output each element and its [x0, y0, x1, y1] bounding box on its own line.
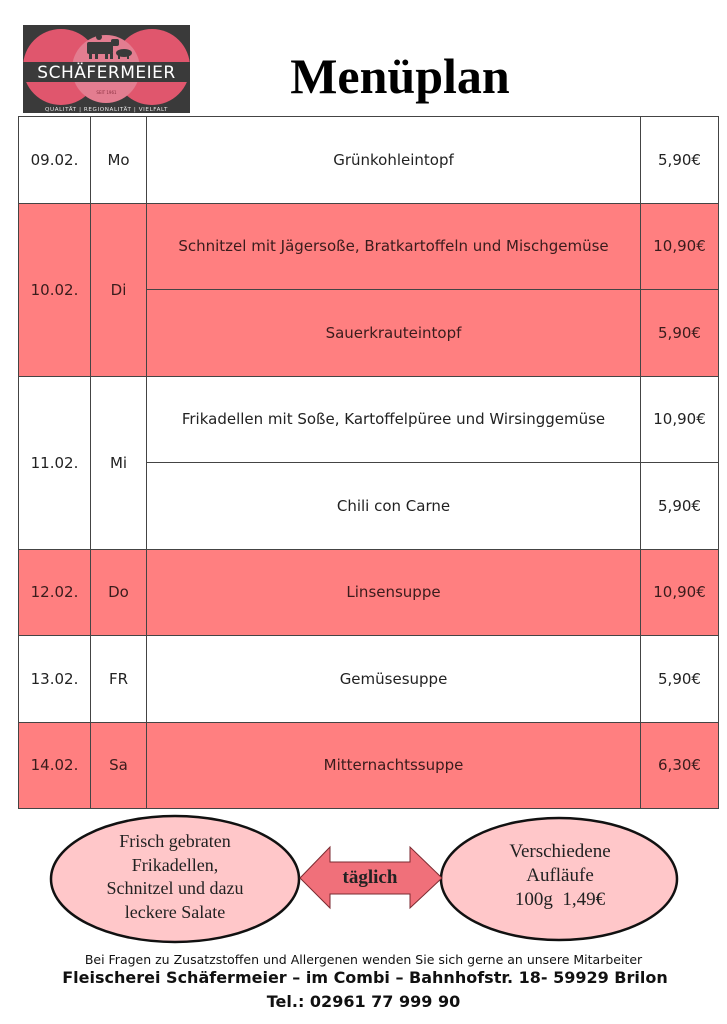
menu-row-di — [19, 203, 719, 290]
day-cell: Di — [91, 203, 147, 376]
date-cell: 09.02. — [19, 117, 91, 204]
dish-cell: Linsensuppe — [147, 549, 641, 636]
right-offer-line: Aufläufe — [526, 865, 594, 886]
right-offer-text — [470, 840, 650, 912]
menu-row-mi — [19, 376, 719, 463]
dish-cell: Gemüsesuppe — [147, 636, 641, 723]
dish-cell: Grünkohleintopf — [147, 117, 641, 204]
day-cell: FR — [91, 636, 147, 723]
schaefermeier-logo — [23, 25, 190, 113]
dish-cell: Frikadellen mit Soße, Kartoffelpüree und Wirsinggemüse — [147, 376, 641, 463]
left-offer-line: Frikadellen, — [131, 854, 219, 875]
price-cell: 10,90€ — [641, 376, 719, 463]
price-cell: 5,90€ — [641, 290, 719, 377]
dish-cell: Chili con Carne — [147, 463, 641, 550]
left-offer-line: Frisch gebraten — [119, 831, 231, 851]
day-cell: Do — [91, 549, 147, 636]
logo-brand: SCHÄFERMEIER — [37, 63, 176, 83]
right-offer-line: Verschiedene — [509, 841, 611, 862]
menu-row-fr — [19, 636, 719, 723]
date-cell: 10.02. — [19, 203, 91, 376]
price-cell: 5,90€ — [641, 636, 719, 723]
day-cell: Mo — [91, 117, 147, 204]
price-cell: 5,90€ — [641, 117, 719, 204]
page-title: Menüplan — [290, 48, 510, 104]
left-offer-line: leckere Salate — [124, 901, 226, 922]
day-cell: Sa — [91, 722, 147, 809]
date-cell: 13.02. — [19, 636, 91, 723]
store-address: Fleischerei Schäfermeier – im Combi – Bahnhofstr. 18- 59929 Brilon — [62, 968, 668, 987]
price-cell: 5,90€ — [641, 463, 719, 550]
logo-since: SEIT 1961 — [96, 90, 117, 95]
dish-cell: Sauerkrauteintopf — [147, 290, 641, 377]
dish-cell: Mitternachtssuppe — [147, 722, 641, 809]
date-cell: 14.02. — [19, 722, 91, 809]
dish-cell: Schnitzel mit Jägersoße, Bratkartoffeln und Mischgemüse — [147, 203, 641, 290]
logo-tagline: QUALITÄT | REGIONALITÄT | VIELFALT — [45, 107, 168, 113]
store-phone: Tel.: 02961 77 999 90 — [266, 992, 461, 1011]
arrow-label: täglich — [342, 867, 398, 888]
menu-row-mo — [19, 117, 719, 204]
price-cell: 10,90€ — [641, 203, 719, 290]
date-cell: 12.02. — [19, 549, 91, 636]
right-offer-line: 100g 1,49€ — [514, 889, 606, 910]
menu-row-sa — [19, 722, 719, 809]
day-cell: Mi — [91, 376, 147, 549]
price-cell: 10,90€ — [641, 549, 719, 636]
price-cell: 6,30€ — [641, 722, 719, 809]
menu-row-do — [19, 549, 719, 636]
date-cell: 11.02. — [19, 376, 91, 549]
left-offer-line: Schnitzel und dazu — [106, 878, 244, 898]
menu-table — [18, 116, 719, 809]
left-offer-text — [70, 830, 280, 924]
allergen-note: Bei Fragen zu Zusatzstoffen und Allergenen wenden Sie sich gerne an unsere Mitarbeiter — [84, 952, 643, 967]
